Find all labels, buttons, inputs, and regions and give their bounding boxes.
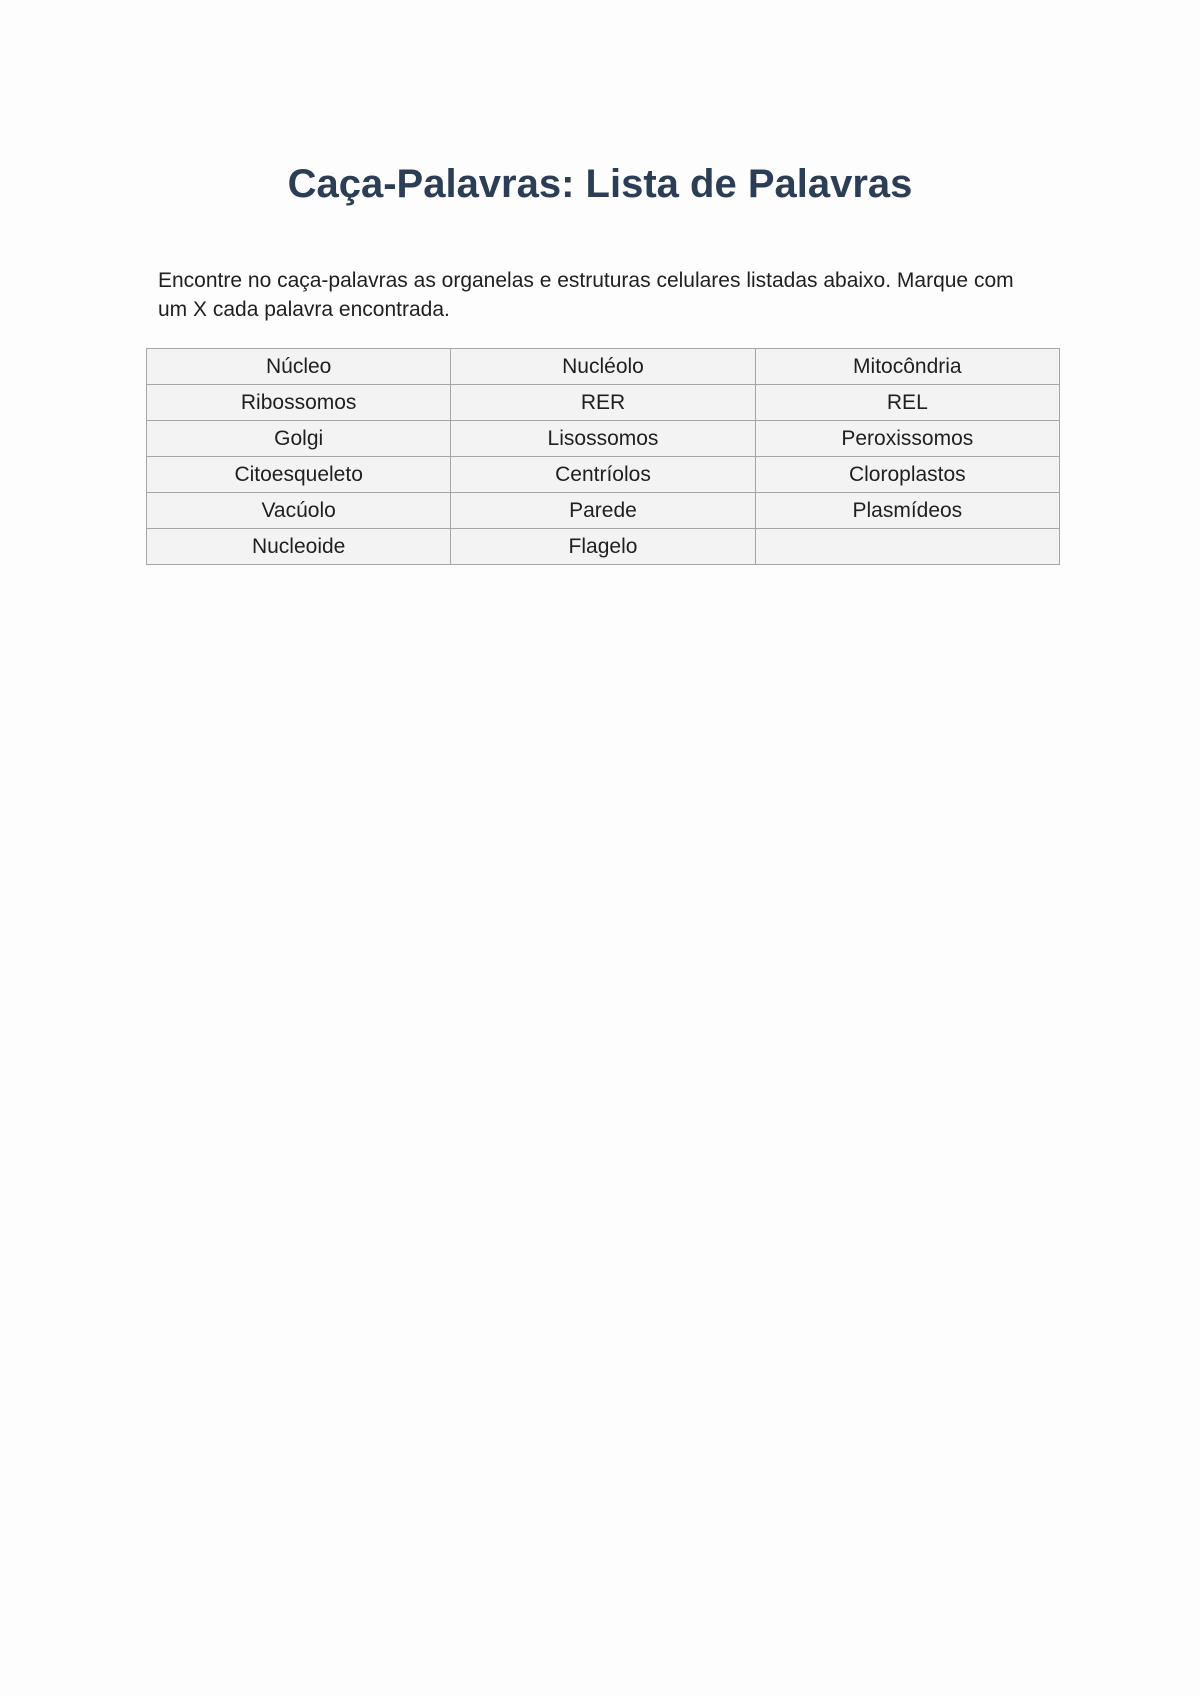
word-cell: Ribossomos	[147, 385, 451, 421]
word-list-table	[146, 348, 1060, 565]
word-cell: Nucleoide	[147, 529, 451, 565]
word-cell: Citoesqueleto	[147, 457, 451, 493]
table-row	[147, 529, 1060, 565]
empty-cell	[755, 529, 1059, 565]
table-row	[147, 457, 1060, 493]
word-cell: Vacúolo	[147, 493, 451, 529]
word-cell: RER	[451, 385, 755, 421]
word-cell: Núcleo	[147, 349, 451, 385]
word-cell: Centríolos	[451, 457, 755, 493]
word-cell: REL	[755, 385, 1059, 421]
word-cell: Mitocôndria	[755, 349, 1059, 385]
word-cell: Nucléolo	[451, 349, 755, 385]
word-cell: Peroxissomos	[755, 421, 1059, 457]
table-row	[147, 385, 1060, 421]
word-cell: Golgi	[147, 421, 451, 457]
table-row	[147, 421, 1060, 457]
word-cell: Plasmídeos	[755, 493, 1059, 529]
table-row	[147, 493, 1060, 529]
instructions-paragraph: Encontre no caça-palavras as organelas e estruturas celulares listadas abaixo. Marque com um X cada palavra encontrada.	[158, 269, 1014, 321]
word-cell: Flagelo	[451, 529, 755, 565]
table-row	[147, 349, 1060, 385]
page-title: Caça-Palavras: Lista de Palavras	[287, 162, 913, 206]
word-cell: Parede	[451, 493, 755, 529]
word-cell: Cloroplastos	[755, 457, 1059, 493]
word-cell: Lisossomos	[451, 421, 755, 457]
